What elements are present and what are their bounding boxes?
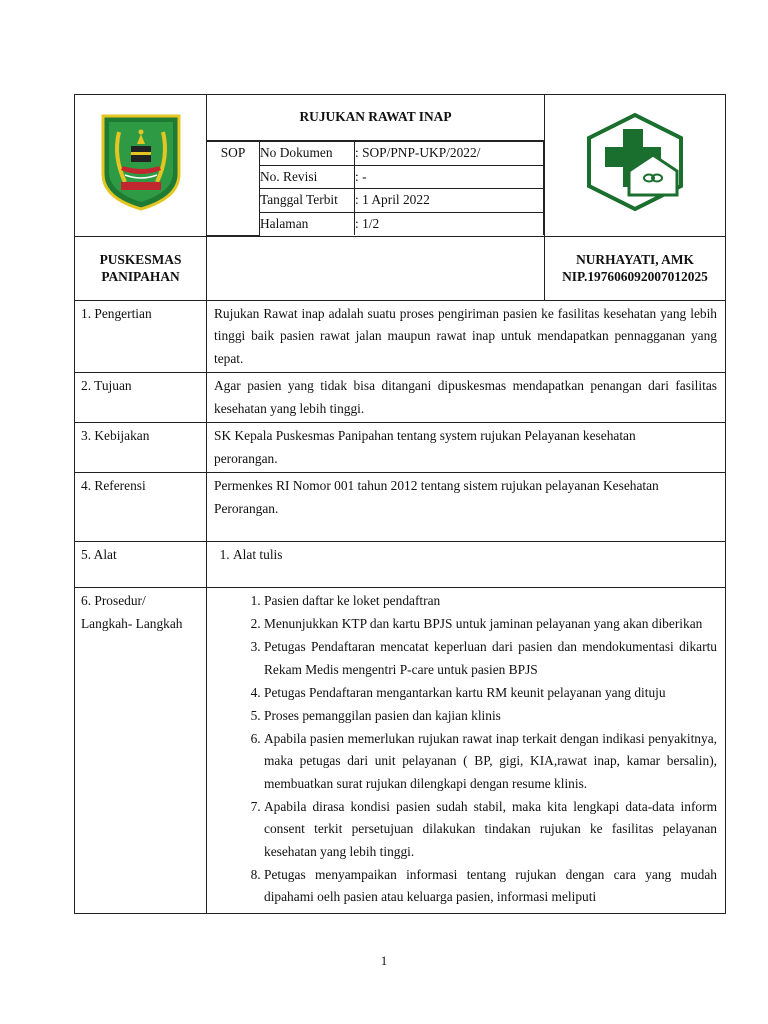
- prosedur-step: 5. Proses pemanggilan pasien dan kajian klinis: [264, 705, 717, 728]
- organization-name: [75, 236, 207, 300]
- halaman-label: Halaman: [260, 212, 355, 235]
- prosedur-step: 2. Menunjukkan KTP dan kartu BPJS untuk jaminan pelayanan yang akan diberikan: [264, 613, 717, 636]
- tujuan-text: Agar pasien yang tidak bisa ditangani dipuskesmas mendapatkan penangan dari fasilitas kesehatan yang lebih tinggi.: [207, 373, 726, 423]
- alat-label: 5. Alat: [75, 542, 207, 588]
- prosedur-label-line-1: 6. Prosedur/: [81, 593, 146, 608]
- prosedur-step: 7. Apabila dirasa kondisi pasien sudah stabil, maka kita lengkapi data-data inform consent terkit persetujuan dilakukan tindakan rujukan ke fasilitas pelayanan kesehatan yang lebih tinggi.: [264, 796, 717, 864]
- document-info-table: [207, 141, 544, 236]
- prosedur-steps: [214, 590, 717, 909]
- regency-logo-cell: [75, 95, 207, 237]
- org-line-2: PANIPAHAN: [101, 269, 180, 284]
- prosedur-step: 6. Apabila pasien memerlukan rujukan rawat inap terkait dengan indikasi penyakitnya, maka petugas dari unit pelayanan ( BP, gigi, KIA,rawat inap, kamar bersalin), membuatkan surat rujukan dilengkapi dengan resume klinis.: [264, 728, 717, 796]
- prosedur-cell: [207, 588, 726, 914]
- prosedur-label-line-2: Langkah- Langkah: [81, 615, 183, 631]
- org-line-1: PUSKESMAS: [99, 252, 182, 267]
- alat-item: 1. Alat tulis: [233, 544, 717, 567]
- referensi-label: 4. Referensi: [75, 473, 207, 542]
- tujuan-label: 2. Tujuan: [75, 373, 207, 423]
- prosedur-step: 3. Petugas Pendaftaran mencatat keperluan dari pasien dan mendokumentasi dikartu Rekam Medis mengentri P-care untuk pasien BPJS: [264, 636, 717, 681]
- puskesmas-logo-icon: [583, 111, 687, 213]
- sop-table: [74, 94, 726, 914]
- tanggal-terbit-value: : 1 April 2022: [355, 189, 544, 213]
- prosedur-label: [75, 588, 207, 914]
- no-revisi-value: : -: [355, 165, 544, 189]
- no-dokumen-value: : SOP/PNP-UKP/2022/: [355, 142, 544, 166]
- signatory: [545, 236, 726, 300]
- prosedur-step: 1. Pasien daftar ke loket pendaftran: [264, 590, 717, 613]
- sop-label: SOP: [207, 142, 260, 236]
- no-revisi-label: No. Revisi: [260, 165, 355, 189]
- referensi-text: Permenkes RI Nomor 001 tahun 2012 tentang sistem rujukan pelayanan Kesehatan Perorangan.: [207, 473, 726, 542]
- document-title: RUJUKAN RAWAT INAP: [207, 95, 545, 141]
- prosedur-step: 4. Petugas Pendaftaran mengantarkan kartu RM keunit pelayanan yang dituju: [264, 682, 717, 705]
- alat-list: [211, 544, 717, 567]
- tanggal-terbit-label: Tanggal Terbit: [260, 189, 355, 213]
- prosedur-step: 8. Petugas menyampaikan informasi tentang rujukan dengan cara yang mudah dipahami oelh pasien atau keluarga pasien, informasi meliputi: [264, 864, 717, 909]
- page-number: 1: [380, 953, 388, 968]
- puskesmas-logo-cell: [545, 95, 726, 237]
- pengertian-label: 1. Pengertian: [75, 300, 207, 373]
- signatory-nip: NIP.197606092007012025: [562, 269, 708, 284]
- no-dokumen-label: No Dokumen: [260, 142, 355, 166]
- halaman-value: : 1/2: [355, 212, 544, 235]
- regency-emblem-icon: [99, 112, 183, 212]
- kebijakan-text: SK Kepala Puskesmas Panipahan tentang system rujukan Pelayanan kesehatan perorangan.: [207, 423, 726, 473]
- signature-space: [207, 236, 545, 300]
- alat-cell: [207, 542, 726, 588]
- kebijakan-label: 3. Kebijakan: [75, 423, 207, 473]
- document-info-cell: [207, 141, 545, 237]
- pengertian-text: Rujukan Rawat inap adalah suatu proses pengiriman pasien ke fasilitas kesehatan yang lebih tinggi baik pasien rawat jalan maupun rawat inap untuk mendapatkan pennagganan yang tepat.: [207, 300, 726, 373]
- signatory-name: NURHAYATI, AMK: [576, 252, 694, 267]
